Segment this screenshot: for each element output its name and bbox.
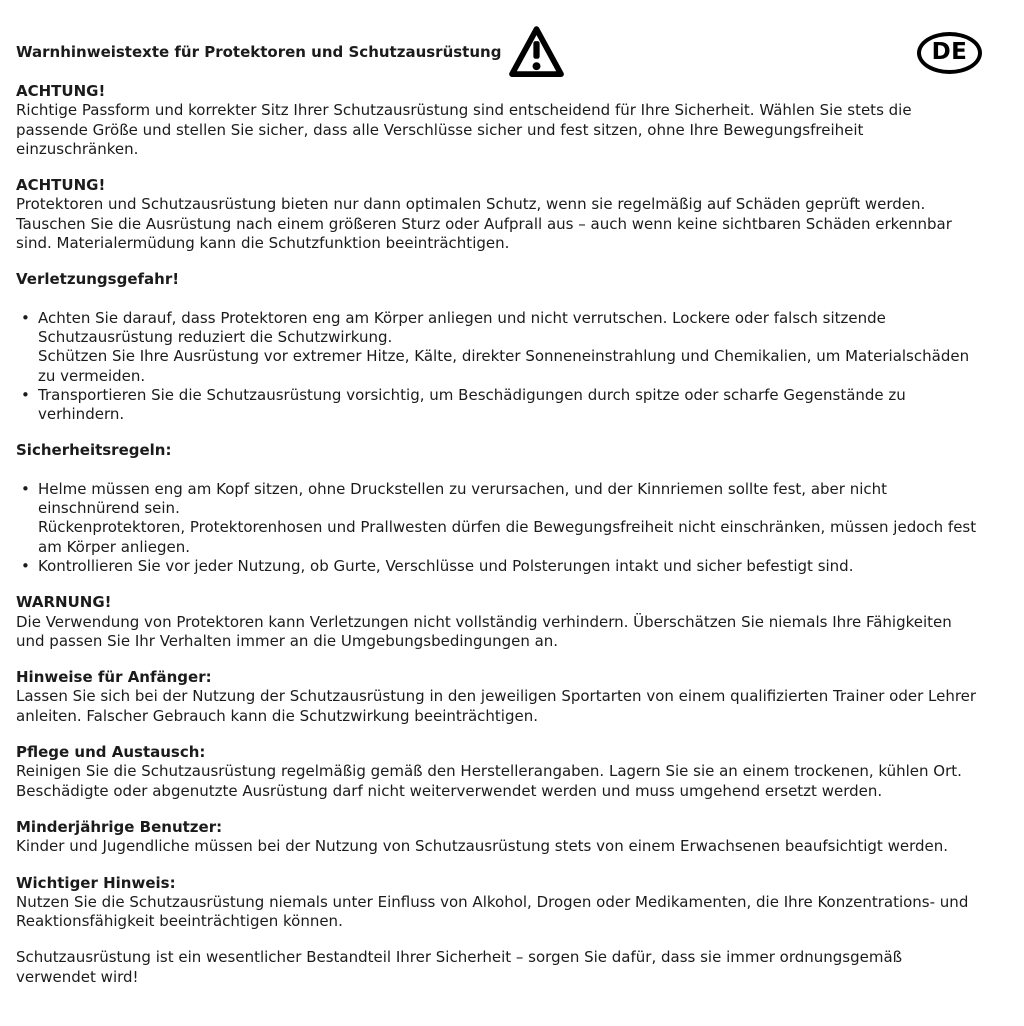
language-badge-label: DE [931,38,968,65]
section-heading: Hinweise für Anfänger: [16,668,212,687]
list-item-text: Rückenprotektoren, Protektorenhosen und Prallwesten dürfen die Bewegungsfreiheit nicht einschränken, müssen jedoch fest am Körper anliegen. [38,518,977,556]
section-paragraph: Lassen Sie sich bei der Nutzung der Schutzausrüstung in den jeweiligen Sportarten von einem qualifizierten Trainer oder Lehrer anleiten. Falscher Gebrauch kann die Schutzwirkung beeinträchtigen. [16,687,977,725]
section-paragraph: Schutzausrüstung ist ein wesentlicher Bestandteil Ihrer Sicherheit – sorgen Sie dafür, dass sie immer ordnungsgemäß verwendet wird! [16,948,903,986]
warning-section [16,743,982,801]
section-paragraph: Die Verwendung von Protektoren kann Verletzungen nicht vollständig verhindern. Überschätzen Sie niemals Ihre Fähigkeiten und passen Sie Ihr Verhalten immer an die Umgebungsbedingungen an. [16,612,952,650]
page-title: Warnhinweistexte für Protektoren und Schutzausrüstung [16,42,502,61]
warning-section [16,948,982,987]
list-item [16,386,982,425]
list-item [16,309,982,386]
warning-section [16,593,982,651]
language-badge [917,32,982,74]
warning-section [16,176,982,253]
list-item-text: Schützen Sie Ihre Ausrüstung vor extremer Hitze, Kälte, direkter Sonneneinstrahlung und Chemikalien, um Materialschäden zu vermeiden. [38,347,970,385]
section-heading: Pflege und Austausch: [16,743,206,762]
section-heading: Verletzungsgefahr! [16,270,180,289]
list-item-text: • Achten Sie darauf, dass Protektoren eng am Körper anliegen und nicht verrutschen. Lockere oder falsch sitzende Schutzausrüstung reduziert die Schutzwirkung. [38,308,886,346]
warning-section [16,82,982,159]
section-paragraph: Richtige Passform und korrekter Sitz Ihrer Schutzausrüstung sind entscheidend für Ihre Sicherheit. Wählen Sie stets die passende Größe und stellen Sie sicher, dass alle Verschlüsse sicher und fest sitzen, ohne Ihre Bewegungsfreiheit einzuschränken. [16,101,912,158]
warning-section [16,818,982,857]
bullet-list [16,480,982,576]
section-heading: Wichtiger Hinweis: [16,873,176,892]
warning-section [16,874,982,932]
list-item [16,557,982,576]
list-item [16,480,982,557]
section-heading: ACHTUNG! [16,82,106,100]
list-item-text: • Transportieren Sie die Schutzausrüstung vorsichtig, um Beschädigungen durch spitze oder scharfe Gegenstände zu verhindern. [38,385,906,424]
document-body [16,82,982,987]
warning-triangle-icon [508,24,565,81]
section-heading: Sicherheitsregeln: [16,441,172,460]
warning-section [16,668,982,726]
section-heading: ACHTUNG! [16,176,106,195]
warning-section [16,441,982,576]
section-paragraph: Nutzen Sie die Schutzausrüstung niemals unter Einfluss von Alkohol, Drogen oder Medikamenten, die Ihre Konzentrations- und Reaktionsfähigkeit beeinträchtigen können. [16,892,969,931]
list-item-text: • Helme müssen eng am Kopf sitzen, ohne Druckstellen zu verursachen, und der Kinnriemen sollte fest, aber nicht einschnürend sein. [38,479,888,518]
warning-section [16,270,982,424]
section-heading: Minderjährige Benutzer: [16,817,223,836]
list-item-text: • Kontrollieren Sie vor jeder Nutzung, ob Gurte, Verschlüsse und Polsterungen intakt und sicher befestigt sind. [38,556,854,575]
section-heading: WARNUNG! [16,593,112,612]
section-paragraph: Reinigen Sie die Schutzausrüstung regelmäßig gemäß den Herstellerangaben. Lagern Sie sie an einem trockenen, kühlen Ort. Beschädigte oder abgenutzte Ausrüstung darf nicht weiterverwendet werden und muss umgehend ersetzt werden. [16,762,962,800]
section-paragraph: Protektoren und Schutzausrüstung bieten nur dann optimalen Schutz, wenn sie regelmäßig auf Schäden geprüft werden. Tauschen Sie die Ausrüstung nach einem größeren Sturz oder Aufprall aus – auch wenn keine sichtbaren Schäden erkennbar sind. Materialermüdung kann die Schutzfunktion beeinträchtigen. [16,195,952,253]
section-paragraph: Kinder und Jugendliche müssen bei der Nutzung von Schutzausrüstung stets von einem Erwachsenen beaufsichtigt werden. [16,837,949,856]
bullet-list [16,309,982,425]
document-header [16,23,982,82]
